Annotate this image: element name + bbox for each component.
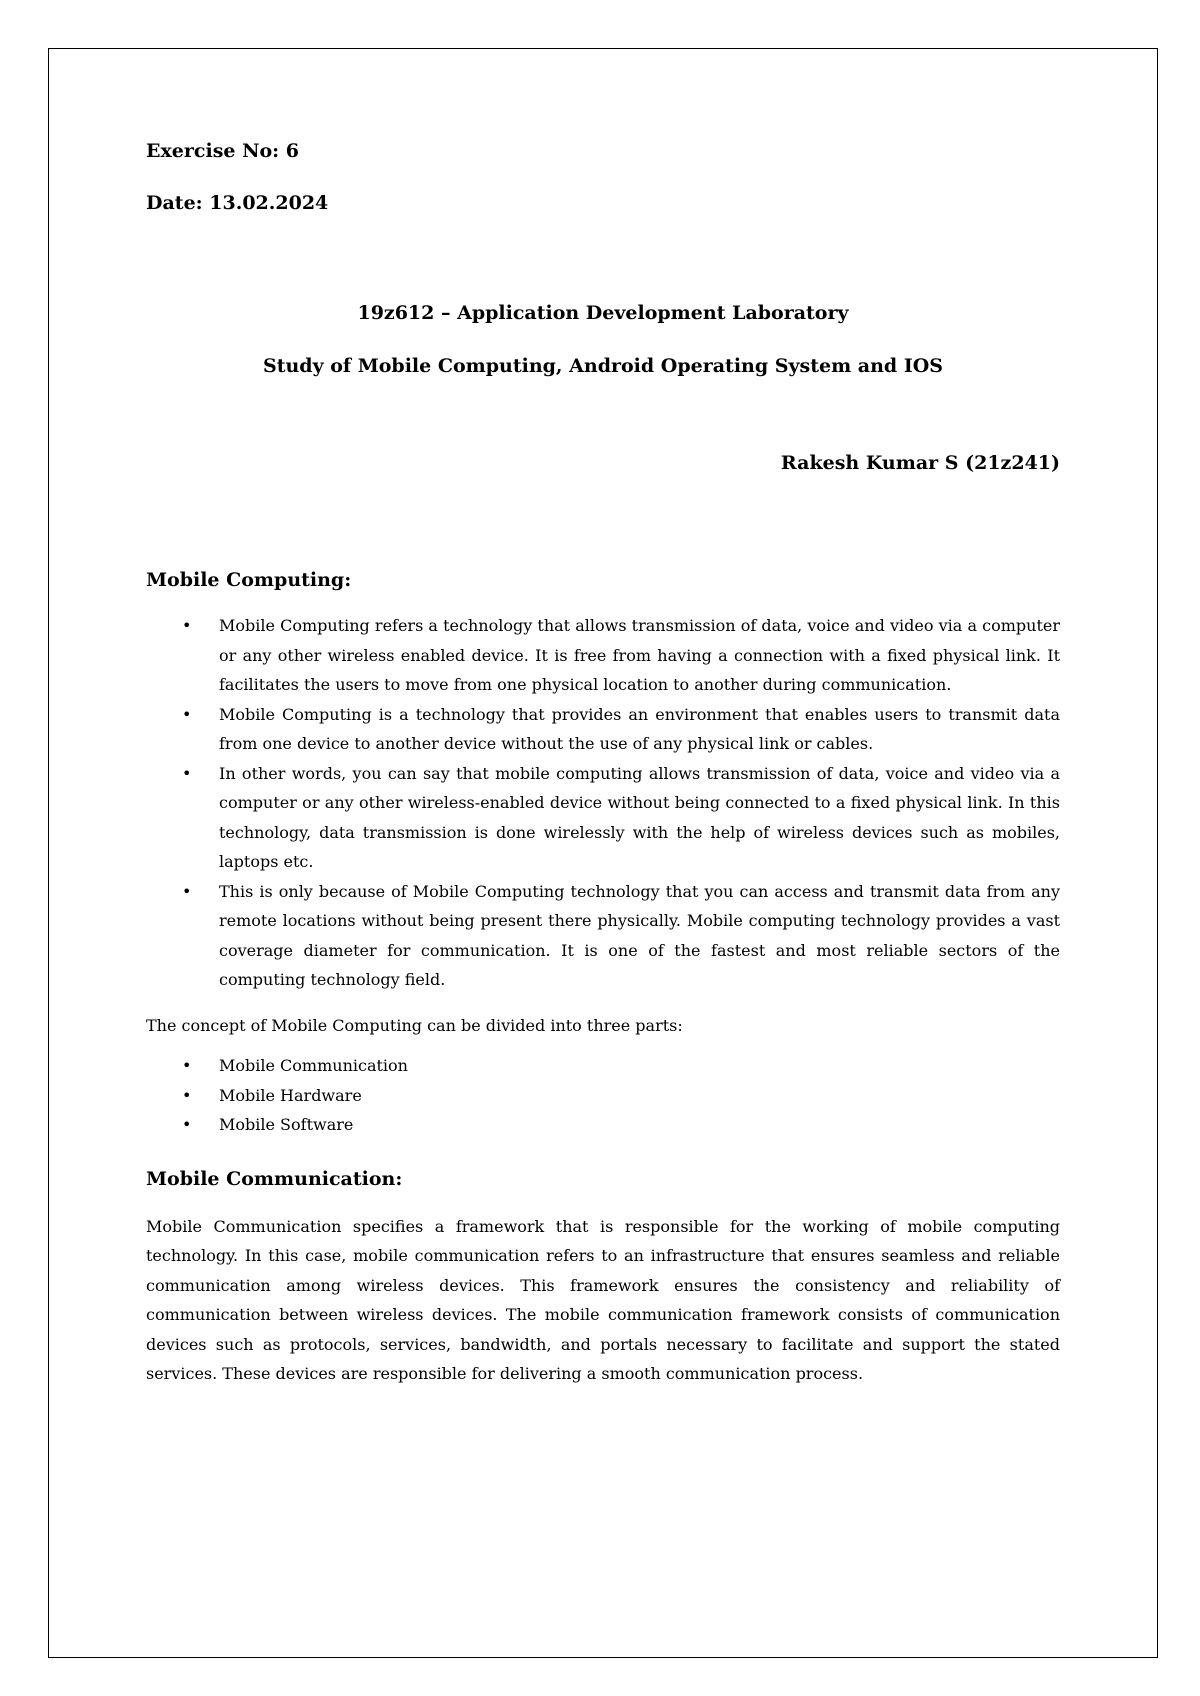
exercise-number: Exercise No: 6 (146, 140, 299, 162)
list-item-text: Mobile Communication (219, 1056, 408, 1075)
bullet-icon: • (182, 1085, 192, 1105)
bullet-icon: • (182, 616, 192, 635)
section-heading-mobile-communication: Mobile Communication: (146, 1167, 403, 1190)
bullet-icon: • (182, 1115, 192, 1134)
course-title: 19z612 – Application Development Laboratory (357, 302, 849, 324)
section-heading-mobile-computing: Mobile Computing: (146, 569, 352, 591)
list-item (146, 759, 1060, 877)
list-item (146, 1081, 1060, 1111)
bullet-icon: • (182, 881, 192, 901)
bullet-icon: • (182, 704, 192, 724)
list-item-text: In other words, you can say that mobile computing allows transmission of data, voice and video via a computer or any other wireless-enabled device without being connected to a fixed physical link. In this technology, data transmission is done wirelessly with the help of wireless devices such as mobiles, laptops etc. (219, 763, 1060, 871)
exercise-date: Date: 13.02.2024 (146, 192, 329, 214)
concept-intro: The concept of Mobile Computing can be divided into three parts: (146, 1015, 683, 1035)
list-item-text: Mobile Software (219, 1115, 354, 1134)
document-body (146, 140, 1060, 1389)
list-item (146, 611, 1060, 700)
bullet-icon: • (182, 763, 192, 783)
list-item (146, 877, 1060, 995)
study-title: Study of Mobile Computing, Android Operating System and IOS (263, 355, 943, 377)
list-item-text: Mobile Hardware (219, 1085, 362, 1105)
list-item (146, 700, 1060, 759)
list-item-text: Mobile Computing is a technology that provides an environment that enables users to transmit data from one device to another device without the use of any physical link or cables. (219, 704, 1060, 753)
mobile-computing-bullet-list (146, 611, 1060, 995)
author-name: Rakesh Kumar S (21z241) (780, 452, 1060, 474)
list-item (146, 1051, 1060, 1081)
mobile-communication-paragraph: Mobile Communication specifies a framework that is responsible for the working of mobile computing technology. In this case, mobile communication refers to an infrastructure that ensures seamless and reliable communication among wireless devices. This framework ensures the consistency and reliability of communication between wireless devices. The mobile communication framework consists of communication devices such as protocols, services, bandwidth, and portals necessary to facilitate and support the stated services. These devices are responsible for delivering a smooth communication process. (146, 1216, 1060, 1383)
computing-parts-list (146, 1051, 1060, 1140)
list-item-text: This is only because of Mobile Computing technology that you can access and transmit data from any remote locations without being present there physically. Mobile computing technology provides a vast coverage diameter for communication. It is one of the fastest and most reliable sectors of the computing technology field. (219, 881, 1060, 989)
list-item (146, 1110, 1060, 1140)
list-item-text: Mobile Computing refers a technology that allows transmission of data, voice and video via a computer or any other wireless enabled device. It is free from having a connection with a fixed physical link. It facilitates the users to move from one physical location to another during communication. (219, 616, 1060, 694)
bullet-icon: • (182, 1056, 192, 1075)
